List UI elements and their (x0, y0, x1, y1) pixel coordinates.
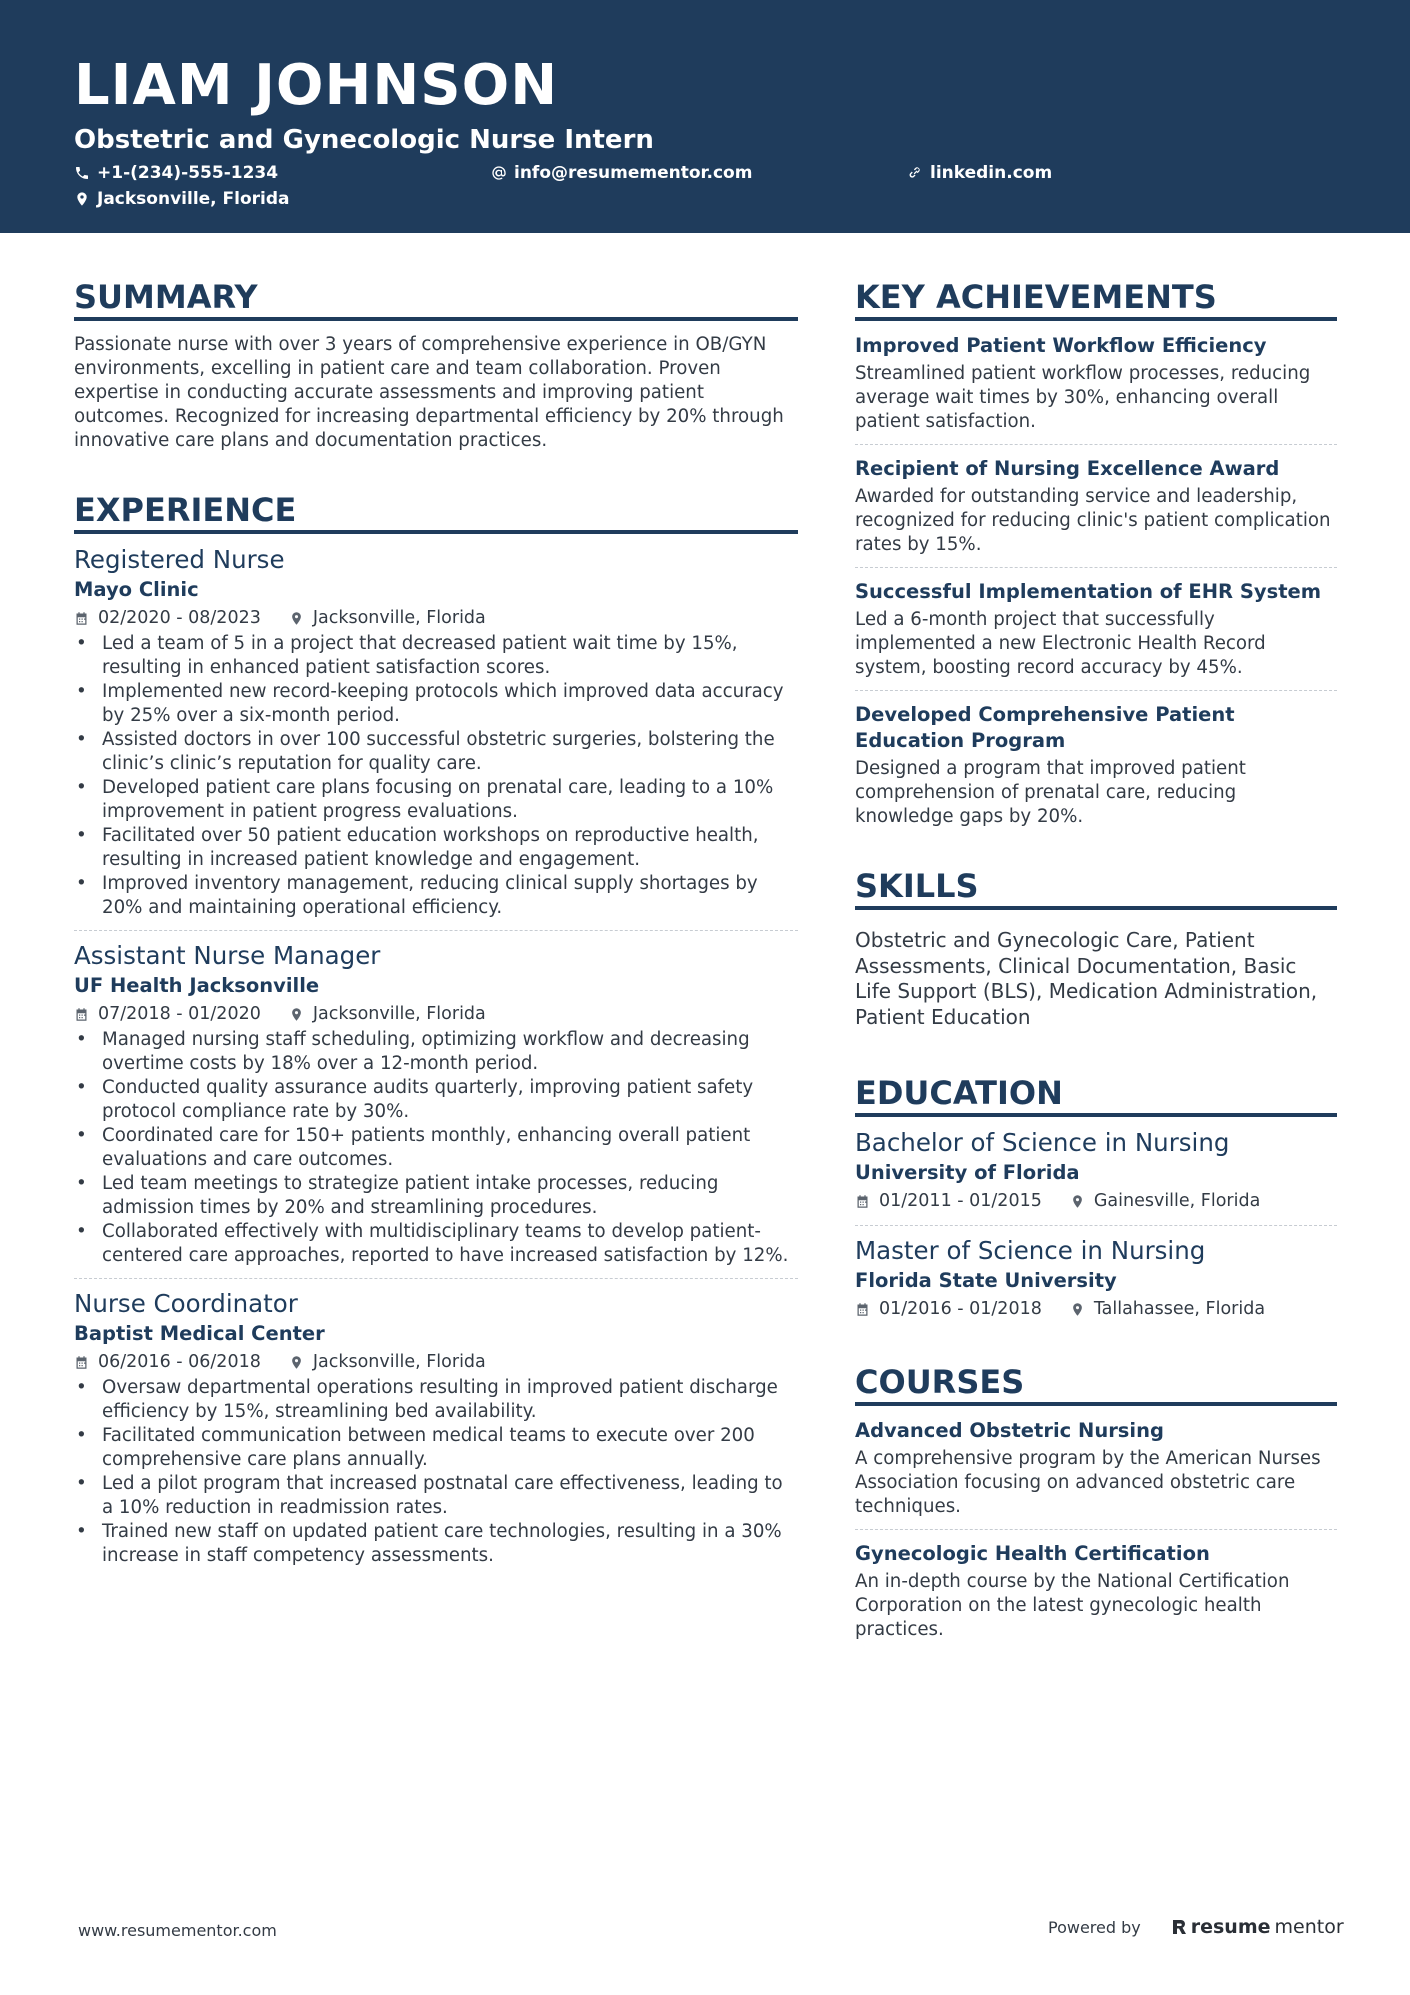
education-dates-text: 01/2016 - 01/2018 (879, 1299, 1042, 1319)
education-location (1070, 1188, 1260, 1214)
location-pin-icon (289, 1007, 304, 1022)
job-bullet: • Facilitated communication between medical teams to execute over 200 comprehensive care plans annually. (74, 1424, 798, 1472)
job-location-text: Jacksonville, Florida (312, 608, 486, 628)
contact-phone (74, 163, 278, 183)
calendar-icon (74, 1355, 89, 1370)
job-bullet: • Implemented new record-keeping protocols which improved data accuracy by 25% over a six-month period. (74, 680, 798, 728)
job-meta (74, 1001, 798, 1027)
job-bullet: • Assisted doctors in over 100 successful obstetric surgeries, bolstering the clinic’s clinic’s reputation for quality care. (74, 728, 798, 776)
resume-header (0, 0, 1410, 233)
job-bullet: • Led team meetings to strategize patient intake processes, reducing admission times by 20% and streamlining procedures. (74, 1172, 798, 1220)
section-title-education: EDUCATION (855, 1074, 1337, 1117)
candidate-name: LIAM JOHNSON (74, 53, 559, 118)
education-item (855, 1235, 1337, 1333)
course-item (855, 1541, 1337, 1652)
job-location-text: Jacksonville, Florida (312, 1352, 486, 1372)
job-title: Nurse Coordinator (74, 1289, 298, 1318)
education-dates-text: 01/2011 - 01/2015 (879, 1191, 1042, 1211)
job-location (289, 1001, 486, 1027)
brand-light: mentor (1274, 1916, 1344, 1938)
education-location (1070, 1296, 1265, 1322)
job-location (289, 1349, 486, 1375)
section-title-achievements: KEY ACHIEVEMENTS (855, 278, 1337, 321)
job-bullet: • Collaborated effectively with multidisciplinary teams to develop patient-centered care approaches, reported to have increased satisfaction by 12%. (74, 1220, 798, 1268)
course-item (855, 1418, 1337, 1530)
job-bullet: • Improved inventory management, reducing clinical supply shortages by 20% and maintaining operational efficiency. (74, 872, 798, 920)
job-bullets (74, 632, 798, 920)
job-title: Registered Nurse (74, 545, 285, 574)
location-text: Jacksonville, Florida (97, 189, 290, 209)
email-text[interactable]: info@resumementor.com (514, 163, 753, 183)
achievement-text: Designed a program that improved patient comprehension of prenatal care, reducing knowledge gaps by 20%. (855, 758, 1246, 827)
company-name: Mayo Clinic (74, 578, 199, 601)
footer-powered-by (1048, 1916, 1344, 1938)
achievement-title: Recipient of Nursing Excellence Award (855, 457, 1280, 480)
phone-icon (74, 165, 90, 181)
link-icon (907, 165, 923, 181)
course-title: Advanced Obstetric Nursing (855, 1419, 1164, 1442)
candidate-role: Obstetric and Gynecologic Nurse Intern (74, 125, 654, 155)
at-icon (491, 165, 507, 181)
achievement-item (855, 456, 1337, 568)
education-location-text: Tallahassee, Florida (1093, 1299, 1266, 1319)
location-pin-icon (1070, 1194, 1085, 1209)
location-pin-icon (289, 611, 304, 626)
brand-logo[interactable] (1171, 1916, 1344, 1938)
powered-by-label: Powered by (1048, 1917, 1141, 1937)
summary-text: Passionate nurse with over 3 years of comprehensive experience in OB/GYN environments, excelling in patient care and team collaboration. Proven expertise in conducting accurate assessments and improving patient outcomes. Recognized for increasing departmental efficiency by 20% through innovative care plans and documentation practices. (74, 334, 784, 451)
education-location-text: Gainesville, Florida (1093, 1191, 1261, 1211)
job-dates-text: 02/2020 - 08/2023 (98, 608, 261, 628)
education-item (855, 1127, 1337, 1226)
courses-section (855, 1363, 1337, 1652)
achievement-text: Streamlined patient workflow processes, reducing average wait times by 30%, enhancing overall patient satisfaction. (855, 363, 1311, 432)
job-bullet: • Oversaw departmental operations resulting in improved patient discharge efficiency by 15%, streamlining bed availability. (74, 1376, 798, 1424)
job-dates-text: 06/2016 - 06/2018 (98, 1352, 261, 1372)
job-meta (74, 605, 798, 631)
linkedin-text[interactable]: linkedin.com (930, 163, 1053, 183)
education-section (855, 1074, 1337, 1333)
job-location (289, 605, 486, 631)
job-bullet: • Trained new staff on updated patient care technologies, resulting in a 30% increase in staff competency assessments. (74, 1520, 798, 1568)
achievement-title: Successful Implementation of EHR System (855, 580, 1322, 603)
section-title-skills: SKILLS (855, 867, 1337, 910)
achievement-text: Led a 6-month project that successfully implemented a new Electronic Health Record system, boosting record accuracy by 45%. (855, 609, 1266, 678)
job-location-text: Jacksonville, Florida (312, 1004, 486, 1024)
phone-text: +1-(234)-555-1234 (97, 163, 279, 183)
job-title: Assistant Nurse Manager (74, 941, 381, 970)
job-bullet: • Coordinated care for 150+ patients monthly, enhancing overall patient evaluations and care outcomes. (74, 1124, 798, 1172)
job-bullet: • Facilitated over 50 patient education workshops on reproductive health, resulting in increased patient knowledge and engagement. (74, 824, 798, 872)
job-meta (74, 1349, 798, 1375)
job-entry (74, 940, 798, 1279)
calendar-icon (74, 1007, 89, 1022)
achievement-item (855, 333, 1337, 445)
achievement-item (855, 579, 1337, 691)
skills-section (855, 867, 1337, 1030)
degree-title: Bachelor of Science in Nursing (855, 1128, 1230, 1157)
education-meta (855, 1296, 1337, 1322)
location-pin-icon (289, 1355, 304, 1370)
job-bullet: • Led a pilot program that increased postnatal care effectiveness, leading to a 10% reduction in readmission rates. (74, 1472, 798, 1520)
job-bullet: • Managed nursing staff scheduling, optimizing workflow and decreasing overtime costs by 18% over a 12-month period. (74, 1028, 798, 1076)
school-name: University of Florida (855, 1161, 1080, 1184)
education-meta (855, 1188, 1337, 1214)
contact-linkedin (907, 163, 1052, 183)
job-dates-text: 07/2018 - 01/2020 (98, 1004, 261, 1024)
company-name: UF Health Jacksonville (74, 974, 320, 997)
achievements-section (855, 278, 1337, 839)
course-text: A comprehensive program by the American Nurses Association focusing on advanced obstetric care techniques. (855, 1448, 1321, 1517)
job-bullets (74, 1028, 798, 1268)
education-dates (855, 1296, 1042, 1322)
job-bullet: • Conducted quality assurance audits quarterly, improving patient safety protocol compliance rate by 30%. (74, 1076, 798, 1124)
school-name: Florida State University (855, 1269, 1117, 1292)
achievement-title: Improved Patient Workflow Efficiency (855, 334, 1267, 357)
education-dates (855, 1188, 1042, 1214)
footer-website[interactable]: www.resumementor.com (78, 1921, 277, 1940)
experience-section (74, 491, 798, 1578)
section-title-experience: EXPERIENCE (74, 491, 798, 534)
location-pin-icon (74, 191, 90, 207)
job-bullets (74, 1376, 798, 1568)
achievement-text: Awarded for outstanding service and leadership, recognized for reducing clinic's patient complication rates by 15%. (855, 486, 1331, 555)
degree-title: Master of Science in Nursing (855, 1236, 1206, 1265)
right-column (855, 278, 1337, 1663)
job-dates (74, 1001, 261, 1027)
resumementor-logo-icon (1171, 1918, 1187, 1936)
contact-email (491, 163, 752, 183)
calendar-icon (855, 1302, 870, 1317)
left-column (74, 278, 798, 1587)
brand-bold: resume (1190, 1916, 1271, 1938)
course-title: Gynecologic Health Certification (855, 1542, 1210, 1565)
job-dates (74, 605, 261, 631)
calendar-icon (855, 1194, 870, 1209)
achievement-item (855, 702, 1337, 839)
achievement-title: Developed Comprehensive Patient Education Program (855, 703, 1235, 752)
course-text: An in-depth course by the National Certification Corporation on the latest gynecologic health practices. (855, 1571, 1290, 1640)
section-title-courses: COURSES (855, 1363, 1337, 1406)
job-dates (74, 1349, 261, 1375)
job-entry (74, 544, 798, 931)
calendar-icon (74, 611, 89, 626)
job-entry (74, 1288, 798, 1578)
job-bullet: • Led a team of 5 in a project that decreased patient wait time by 15%, resulting in enhanced patient satisfaction scores. (74, 632, 798, 680)
location-pin-icon (1070, 1302, 1085, 1317)
summary-section (74, 278, 798, 453)
skills-text: Obstetric and Gynecologic Care, Patient Assessments, Clinical Documentation, Basic Life Support (BLS), Medication Administration, Patient Education (855, 928, 1318, 1029)
job-bullet: • Developed patient care plans focusing on prenatal care, leading to a 10% improvement in patient progress evaluations. (74, 776, 798, 824)
company-name: Baptist Medical Center (74, 1322, 325, 1345)
section-title-summary: SUMMARY (74, 278, 798, 321)
contact-location (74, 189, 290, 209)
